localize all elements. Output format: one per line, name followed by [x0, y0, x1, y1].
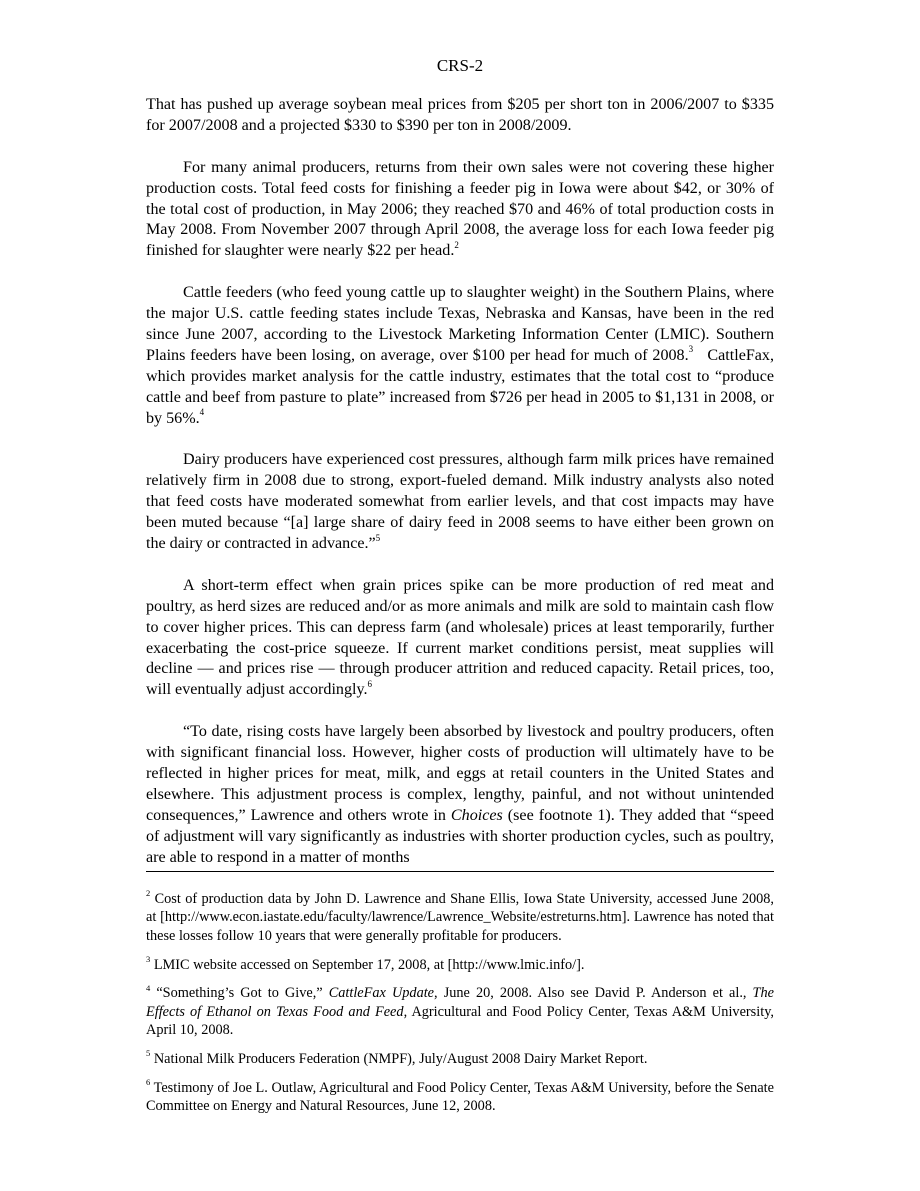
footnote-6: [146, 1079, 774, 1116]
footnote-number: 3: [146, 953, 151, 964]
footnote-5: [146, 1050, 774, 1068]
footnotes: [146, 890, 774, 1126]
footnote-text: National Milk Producers Federation (NMPF), July/August 2008 Dairy Market Report.: [150, 1051, 648, 1068]
footnote-ref-6[interactable]: 6: [367, 678, 373, 689]
paragraph-text: Dairy producers have experienced cost pressures, although farm milk prices have remained relatively firm in 2008 due to strong, export-fueled demand. Milk industry analysts also noted that feed costs have moderated somewhat from earlier levels, and that cost impacts may have been muted because “[a] large share of dairy feed in 2008 seems to have either been grown on the dairy or contracted in advance.”: [146, 451, 774, 552]
paragraph-text: “To date, rising costs have largely been absorbed by livestock and poultry producers, often with significant financial loss. However, higher costs of production will ultimately have to be reflected in higher prices for meat, milk, and eggs at retail counters in the United States and elsewhere. This adjustment process is complex, lengthy, painful, and not without unintended consequences,” Lawrence and others wrote in: [146, 723, 774, 824]
paragraph-soybean-prices: [146, 95, 774, 137]
footnote-text: “Something’s Got to Give,”: [150, 985, 329, 1002]
paragraph-text: CattleFax, which provides market analysis for the cattle industry, estimates that the total cost to “produce cattle and beef from pasture to plate” increased from $726 per head in 2005 to $1,131 in 2008, or by 56%.: [146, 346, 779, 427]
paragraph-quote-lawrence: [146, 722, 774, 868]
footnote-italic-ethanol-report: The Effects of Ethanol on Texas Food and Feed: [146, 985, 774, 1020]
footnote-2: [146, 890, 774, 945]
footnote-ref-5[interactable]: 5: [375, 532, 381, 543]
paragraph-text: That has pushed up average soybean meal prices from $205 per short ton in 2006/2007 to $335 for 2007/2008 and a projected $330 to $390 per ton in 2008/2009.: [146, 96, 774, 134]
footnote-text: , June 20, 2008. Also see David P. Anderson et al.,: [434, 985, 753, 1002]
footnote-text: , Agricultural and Food Policy Center, Texas A&M University, April 10, 2008.: [146, 1003, 774, 1039]
footnote-italic-cattlefax: CattleFax Update: [328, 985, 435, 1002]
journal-title-choices: Choices: [450, 806, 503, 824]
footnote-number: 5: [146, 1048, 151, 1059]
footnote-ref-3[interactable]: 3: [688, 344, 694, 355]
paragraph-text: A short-term effect when grain prices spike can be more production of red meat and poultry, as herd sizes are reduced and/or as more animals and milk are sold to maintain cash flow to cover higher prices. This can depress farm (and wholesale) prices at least temporarily, further exacerbating the cost-price squeeze. If current market conditions persist, meat supplies will decline — and prices rise — through producer attrition and reduced capacity. Retail prices, too, will eventually adjust accordingly.: [146, 576, 774, 699]
footnote-number: 4: [146, 982, 151, 993]
footnote-text: Cost of production data by John D. Lawrence and Shane Ellis, Iowa State University, accessed June 2008, at [http://www.econ.iastate.edu/faculty/lawrence/Lawrence_Website/estreturns.htm]. Lawrence has noted that these losses follow 10 years that were generally profitable for producers.: [146, 891, 774, 944]
paragraph-text: Cattle feeders (who feed young cattle up to slaughter weight) in the Southern Plains, where the major U.S. cattle feeding states include Texas, Nebraska and Kansas, have been in the red since June 2007, according to the Livestock Marketing Information Center (LMIC). Southern Plains feeders have been losing, on average, over $100 per head for much of 2008.: [146, 284, 774, 364]
footnote-3: [146, 953, 774, 974]
footnote-number: 6: [146, 1077, 151, 1088]
paragraph-short-term-effect: [146, 576, 774, 701]
paragraph-text: (see footnote 1). They added that “speed of adjustment will vary significantly as industries with shorter production cycles, such as poultry, are able to respond in a matter of months: [146, 806, 774, 866]
footnote-number: 2: [146, 888, 151, 899]
footnote-4: [146, 984, 774, 1039]
page-header: CRS-2: [436, 56, 484, 75]
footnote-text: LMIC website accessed on September 17, 2008, at [http://www.lmic.info/].: [150, 956, 585, 973]
paragraph-dairy-producers: [146, 450, 774, 555]
footnote-ref-2[interactable]: 2: [454, 239, 459, 250]
footnote-divider: [146, 871, 774, 872]
paragraph-feed-costs: [146, 158, 774, 263]
body-text: [146, 95, 779, 868]
footnote-text: Testimony of Joe L. Outlaw, Agricultural and Food Policy Center, Texas A&M University, before the Senate Committee on Energy and Natural Resources, June 12, 2008.: [146, 1079, 774, 1115]
paragraph-cattle-feeders: [146, 283, 779, 429]
paragraph-text: For many animal producers, returns from their own sales were not covering these higher production costs. Total feed costs for finishing a feeder pig in Iowa were about $42, or 30% of the total cost of production, in May 2006; they reached $70 and 46% of total production costs in May 2008. From November 2007 through April 2008, the average loss for each Iowa feeder pig finished for slaughter were nearly $22 per head.: [146, 158, 774, 260]
footnote-ref-4[interactable]: 4: [199, 407, 205, 418]
